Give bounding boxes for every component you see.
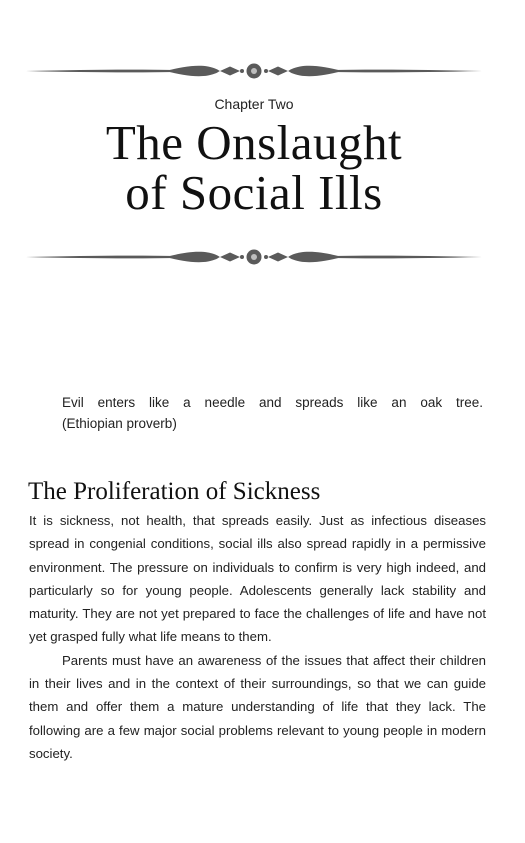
section-heading: The Proliferation of Sickness — [28, 478, 321, 505]
body-paragraph-1: It is sickness, not health, that spreads easily. Just as infectious diseases spread in congenial conditions, social ills also spread rapidly in a permissive environment. The pressure on individuals to confirm is very high indeed, and particularly so for young people. Adolescents generally lack stability and maturity. They are not yet prepared to face the challenges of life and have not yet grasped fully what life means to them. — [29, 513, 486, 645]
chapter-label: Chapter Two — [214, 96, 294, 112]
chapter-title-line-2: of Social Ills — [125, 165, 383, 220]
epigraph-text: Evil enters like a needle and spreads like an oak tree. — [62, 395, 483, 410]
top-ornament-divider — [26, 63, 482, 79]
body-paragraph-2: Parents must have an awareness of the issues that affect their children in their lives and in the context of their surroundings, so that we can guide them and offer them a mature understanding of life that they lack. The following are a few major social problems relevant to young people in modern society. — [29, 652, 486, 761]
chapter-title-line-1: The Onslaught — [105, 115, 403, 170]
bottom-ornament-divider — [26, 249, 482, 265]
epigraph-quote — [62, 392, 483, 434]
body-text — [29, 509, 486, 765]
chapter-title — [0, 115, 508, 220]
epigraph-attribution: (Ethiopian proverb) — [62, 416, 177, 431]
